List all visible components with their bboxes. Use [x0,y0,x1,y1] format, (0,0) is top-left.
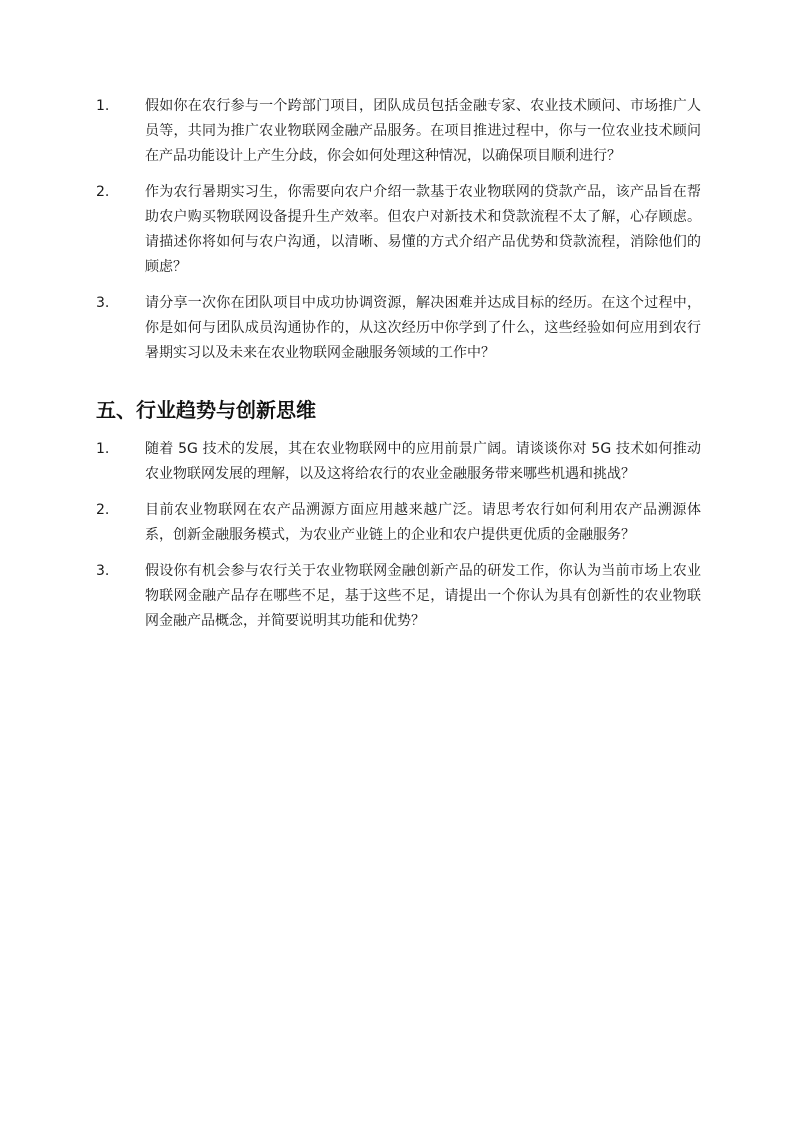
item-text: 假设你有机会参与农行关于农业物联网金融创新产品的研发工作，你认为当前市场上农业物联网金融产品存在哪些不足，基于这些不足，请提出一个你认为具有创新性的农业物联网金融产品概念，并简要说明其功能和优势？ [145,563,701,629]
item-text: 随着 5G 技术的发展，其在农业物联网中的应用前景广阔。请谈谈你对 5G 技术如何推动农业物联网发展的理解，以及这将给农行的农业金融服务带来哪些机遇和挑战？ [145,441,701,482]
section-title: 五、行业趋势与创新思维 [96,398,316,422]
item-text: 目前农业物联网在农产品溯源方面应用越来越广泛。请思考农行如何利用农产品溯源体系，创新金融服务模式，为农业产业链上的企业和农户提供更优质的金融服务？ [145,502,701,543]
list-item [96,559,706,634]
list-item [96,437,706,487]
list-item [96,180,706,280]
list-item [96,291,706,366]
item-number: 1. [96,441,110,457]
item-text: 请分享一次你在团队项目中成功协调资源，解决困难并达成目标的经历。在这个过程中，你是如何与团队成员沟通协作的，从这次经历中你学到了什么，这些经验如何应用到农行暑期实习以及未来在农业物联网金融服务领域的工作中？ [145,295,701,361]
item-number: 3. [96,563,110,579]
item-text: 假如你在农行参与一个跨部门项目，团队成员包括金融专家、农业技术顾问、市场推广人员等，共同为推广农业物联网金融产品服务。在项目推进过程中，你与一位农业技术顾问在产品功能设计上产生分歧，你会如何处理这种情况，以确保项目顺利进行？ [145,98,701,164]
item-number: 2. [96,184,110,200]
item-number: 2. [96,502,110,518]
list-item [96,94,706,169]
item-number: 3. [96,295,110,311]
item-text: 作为农行暑期实习生，你需要向农户介绍一款基于农业物联网的贷款产品，该产品旨在帮助农户购买物联网设备提升生产效率。但农户对新技术和贷款流程不太了解，心存顾虑。请描述你将如何与农户沟通，以清晰、易懂的方式介绍产品优势和贷款流程，消除他们的顾虑？ [145,184,701,275]
list-item [96,498,706,548]
item-number: 1. [96,98,110,114]
question-list-section-5 [96,437,706,645]
question-list-section-4 [96,94,706,377]
